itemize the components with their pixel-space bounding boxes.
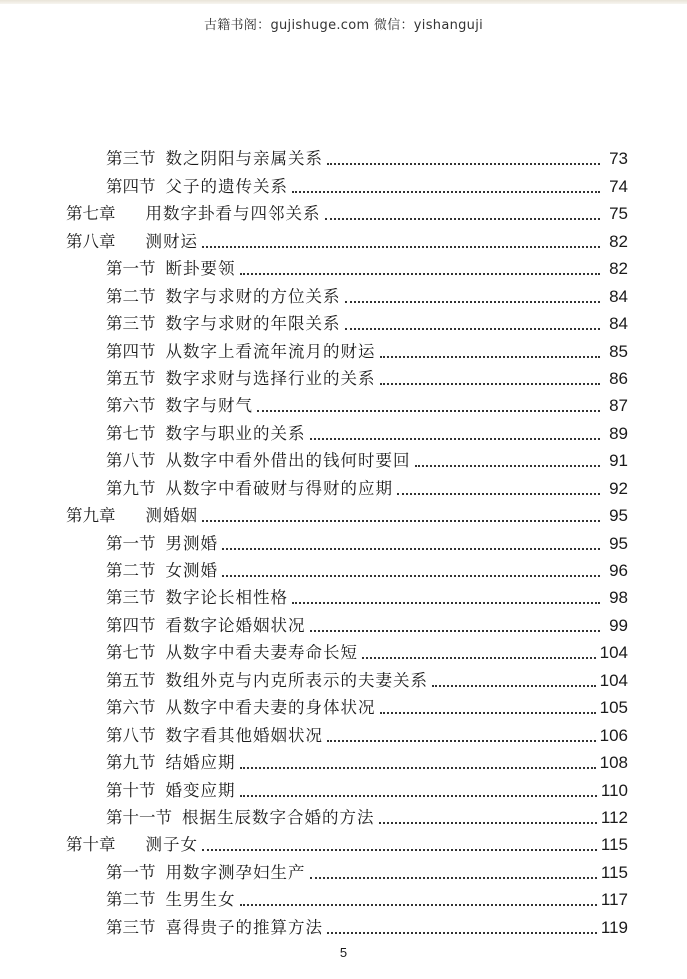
dot-leader [257, 409, 600, 412]
toc-entry-page: 74 [609, 176, 628, 196]
toc-entry-page: 96 [609, 561, 628, 580]
toc-entry-number: 第七节 [106, 643, 156, 663]
toc-entry-title: 从数字中看外借出的钱何时要回 [165, 451, 411, 471]
toc-entry-section [66, 718, 628, 745]
toc-entry-chapter [66, 828, 628, 855]
toc-entry-section [66, 663, 628, 690]
toc-entry-title: 数字论长相性格 [165, 588, 288, 608]
toc-entry-section [66, 526, 628, 553]
toc-entry-title: 测财运 [145, 231, 198, 251]
dot-leader [240, 766, 596, 769]
toc-entry-number: 第八章 [66, 231, 116, 251]
toc-entry-page: 115 [600, 862, 628, 882]
dot-leader [380, 711, 596, 714]
toc-entry-number: 第十章 [66, 835, 116, 855]
toc-entry-number: 第一节 [106, 533, 156, 553]
toc-entry-title: 数组外克与内克所表示的夫妻关系 [165, 670, 428, 690]
toc-entry-number: 第二节 [106, 890, 156, 910]
toc-entry-title: 数字与求财的方位关系 [165, 286, 341, 306]
toc-entry-number: 第九章 [66, 506, 116, 526]
toc-entry-section [66, 636, 628, 663]
toc-entry-title: 数字与职业的关系 [165, 423, 306, 443]
toc-entry-page: 115 [600, 835, 628, 855]
toc-entry-title: 数字与求财的年限关系 [165, 314, 341, 334]
toc-entry-section [66, 142, 628, 169]
toc-entry-page: 82 [609, 259, 628, 279]
toc-entry-title: 用数字卦看与四邻关系 [145, 204, 321, 224]
toc-entry-page: 105 [599, 698, 628, 718]
toc-entry-page: 108 [599, 753, 628, 773]
toc-entry-chapter [66, 224, 628, 251]
toc-entry-page: 75 [609, 204, 628, 224]
toc-entry-title: 女测婚 [165, 561, 218, 580]
dot-leader [380, 382, 601, 385]
dot-leader [310, 437, 601, 440]
toc-entry-section [66, 883, 628, 910]
toc-entry-title: 断卦要领 [165, 259, 236, 279]
toc-entry-page: 110 [600, 780, 628, 800]
toc-entry-page: 119 [600, 917, 628, 937]
toc-entry-section [66, 389, 628, 416]
toc-entry-page: 98 [609, 588, 628, 608]
dot-leader [240, 903, 597, 906]
toc-entry-section [66, 307, 628, 334]
toc-entry-chapter [66, 197, 628, 224]
toc-entry-number: 第九节 [106, 478, 156, 498]
dot-leader [345, 300, 601, 303]
toc-entry-number: 第六节 [106, 396, 156, 416]
toc-entry-number: 第四节 [106, 615, 156, 635]
toc-entry-chapter [66, 499, 628, 526]
dot-leader [222, 547, 600, 550]
toc-entry-title: 测婚姻 [145, 506, 198, 526]
dot-leader [202, 245, 600, 248]
toc-entry-page: 106 [599, 725, 628, 745]
toc-entry-title: 数之阴阳与亲属关系 [165, 149, 323, 169]
toc-entry-number: 第六节 [106, 698, 156, 718]
toc-entry-title: 喜得贵子的推算方法 [165, 917, 323, 937]
toc-entry-page: 95 [609, 506, 628, 526]
toc-entry-number: 第一节 [106, 259, 156, 279]
dot-leader [240, 272, 601, 275]
toc-entry-title: 用数字测孕妇生产 [165, 862, 306, 882]
toc-entry-section [66, 608, 628, 635]
toc-entry-number: 第一节 [106, 862, 156, 882]
toc-entry-section [66, 581, 628, 608]
dot-leader [345, 327, 601, 330]
dot-leader [325, 217, 601, 220]
toc-entry-section [66, 471, 628, 498]
toc-entry-section [66, 252, 628, 279]
toc-entry-section [66, 416, 628, 443]
toc-entry-section [66, 746, 628, 773]
toc-entry-page: 82 [609, 231, 628, 251]
toc-entry-page: 117 [600, 890, 628, 910]
toc-entry-page: 104 [599, 643, 628, 663]
toc-entry-section [66, 801, 628, 828]
toc-entry-page: 87 [609, 396, 628, 416]
toc-entry-page: 104 [599, 670, 628, 690]
toc-entry-page: 92 [609, 478, 628, 498]
toc-entry-page: 73 [609, 149, 628, 169]
toc-entry-page: 99 [609, 615, 628, 635]
toc-entry-page: 95 [609, 533, 628, 553]
toc-entry-page: 112 [600, 807, 628, 827]
toc-entry-page: 84 [609, 286, 628, 306]
toc-entry-page: 85 [609, 341, 628, 361]
toc-entry-section [66, 855, 628, 882]
dot-leader [362, 656, 596, 659]
toc-entry-title: 父子的遗传关系 [165, 176, 288, 196]
dot-leader [202, 519, 600, 522]
toc-entry-number: 第三节 [106, 314, 156, 334]
toc-entry-section [66, 910, 628, 937]
dot-leader [240, 794, 597, 797]
watermark-text: 古籍书阁：gujishuge.com 微信：yishanguji [203, 18, 484, 33]
toc-entry-number: 第八节 [106, 725, 156, 745]
toc-entry-section [66, 334, 628, 361]
toc-entry-title: 生男生女 [165, 890, 236, 910]
dot-leader [415, 464, 601, 467]
toc-entry-page: 91 [609, 451, 628, 471]
toc-entry-title: 结婚应期 [165, 753, 236, 773]
toc-entry-number: 第五节 [106, 670, 156, 690]
dot-leader [292, 601, 600, 604]
toc-entry-page: 86 [609, 368, 628, 388]
toc-entry-title: 看数字论婚姻状况 [165, 615, 306, 635]
toc-entry-page: 89 [609, 423, 628, 443]
toc-entry-number: 第三节 [106, 917, 156, 937]
toc-entry-page: 84 [609, 314, 628, 334]
dot-leader [327, 739, 596, 742]
toc-entry-title: 数字与财气 [165, 396, 253, 416]
toc-entry-section [66, 554, 628, 581]
toc-entry-title: 根据生辰数字合婚的方法 [182, 807, 375, 827]
toc-entry-section [66, 444, 628, 471]
toc-entry-number: 第十一节 [106, 807, 172, 827]
toc-entry-number: 第十节 [106, 780, 156, 800]
toc-entry-number: 第四节 [106, 176, 156, 196]
dot-leader [432, 684, 596, 687]
toc-entry-title: 从数字中看夫妻的身体状况 [165, 698, 376, 718]
toc-entry-title: 男测婚 [165, 533, 218, 553]
toc-entry-section [66, 169, 628, 196]
toc-entry-number: 第二节 [106, 286, 156, 306]
table-of-contents [66, 142, 628, 938]
toc-entry-section [66, 279, 628, 306]
toc-entry-number: 第七节 [106, 423, 156, 443]
dot-leader [202, 848, 597, 851]
toc-entry-number: 第三节 [106, 588, 156, 608]
toc-entry-number: 第二节 [106, 561, 156, 580]
toc-entry-section [66, 691, 628, 718]
page-number: 5 [339, 945, 348, 960]
toc-entry-title: 数字求财与选择行业的关系 [165, 368, 376, 388]
toc-entry-number: 第九节 [106, 753, 156, 773]
toc-entry-section [66, 773, 628, 800]
toc-entry-number: 第三节 [106, 149, 156, 169]
toc-entry-title: 从数字中看夫妻寿命长短 [165, 643, 358, 663]
toc-entry-title: 婚变应期 [165, 780, 236, 800]
dot-leader [310, 876, 597, 879]
page-edge [0, 0, 687, 4]
toc-entry-title: 从数字上看流年流月的财运 [165, 341, 376, 361]
dot-leader [327, 162, 600, 165]
toc-entry-number: 第八节 [106, 451, 156, 471]
toc-entry-number: 第五节 [106, 368, 156, 388]
dot-leader [310, 629, 601, 632]
dot-leader [379, 821, 597, 824]
toc-entry-number: 第七章 [66, 204, 116, 224]
toc-entry-title: 测子女 [145, 835, 198, 855]
dot-leader [327, 931, 597, 934]
dot-leader [380, 355, 601, 358]
toc-entry-title: 从数字中看破财与得财的应期 [165, 478, 393, 498]
dot-leader [292, 190, 600, 193]
toc-entry-number: 第四节 [106, 341, 156, 361]
dot-leader [397, 492, 600, 495]
dot-leader [222, 574, 600, 577]
toc-entry-section [66, 362, 628, 389]
toc-entry-title: 数字看其他婚姻状况 [165, 725, 323, 745]
